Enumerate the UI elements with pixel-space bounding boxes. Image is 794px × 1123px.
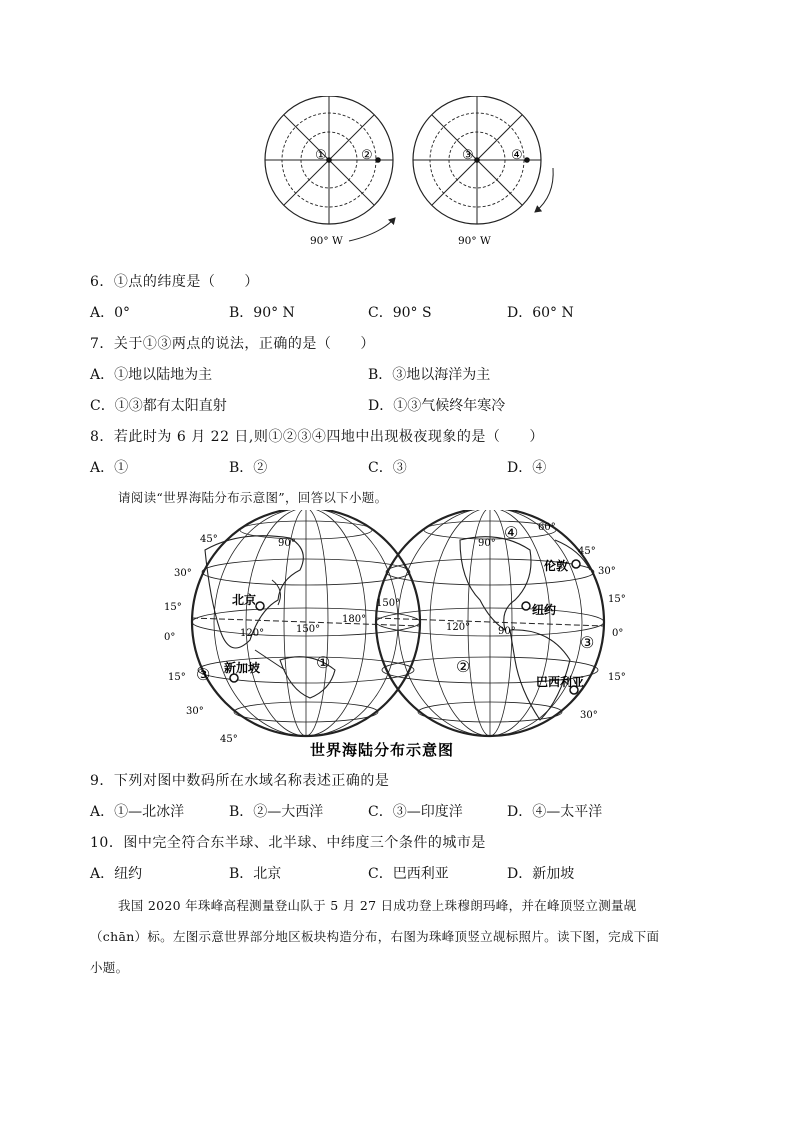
ocean-label-3-right: ③	[580, 633, 595, 652]
q6-option-a[interactable]: A．0°	[90, 305, 131, 321]
city-label-beijing: 北京	[232, 593, 257, 607]
rotation-arrow-left	[349, 218, 395, 241]
point-3-dot	[474, 157, 480, 163]
ocean-label-3-left: ③	[196, 665, 211, 684]
lon-label: 90°	[278, 538, 296, 549]
city-label-singapore: 新加坡	[224, 661, 261, 675]
rotation-arrow-right	[535, 168, 553, 212]
lat-label: 0°	[164, 632, 176, 643]
q8-option-d[interactable]: D．④	[507, 460, 547, 476]
lat-label: 15°	[608, 672, 626, 683]
q9-option-b[interactable]: B．②—大西洋	[229, 804, 324, 820]
lon-label: 90°	[478, 538, 496, 549]
map-intro-text: 请阅读“世界海陆分布示意图”，回答以下小题。	[118, 490, 388, 505]
city-marker-london	[572, 560, 580, 568]
q9-option-d[interactable]: D．④—太平洋	[507, 804, 603, 820]
question-7-stem: 7．关于①③两点的说法，正确的是（ ）	[90, 336, 375, 352]
lat-label: 30°	[174, 568, 192, 579]
everest-intro-line-3: 小题。	[90, 960, 129, 975]
ocean-label-1: ①	[316, 653, 331, 672]
point-2-label: ②	[361, 148, 373, 163]
everest-intro-line-1: 我国 2020 年珠峰高程测量登山队于 5 月 27 日成功登上珠穆朗玛峰，并在峰顶竖立测量觇	[118, 898, 637, 913]
city-marker-singapore	[230, 674, 238, 682]
q10-option-a[interactable]: A．纽约	[90, 866, 143, 882]
question-8-stem: 8．若此时为 6 月 22 日,则①②③④四地中出现极夜现象的是（ ）	[90, 429, 544, 445]
longitude-label-right: 90° W	[458, 235, 491, 247]
point-3-label: ③	[462, 148, 474, 163]
q9-option-a[interactable]: A．①—北冰洋	[90, 804, 185, 820]
q7-option-c[interactable]: C．①③都有太阳直射	[90, 398, 227, 414]
world-map	[160, 510, 630, 760]
city-marker-beijing	[256, 602, 264, 610]
lat-label: 60°	[538, 522, 556, 533]
lat-label: 15°	[168, 672, 186, 683]
q7-option-a[interactable]: A．①地以陆地为主	[90, 367, 213, 383]
polar-diagram	[255, 96, 565, 252]
lat-label: 45°	[200, 534, 218, 545]
lat-label: 30°	[186, 706, 204, 717]
q6-option-b[interactable]: B．90° N	[229, 305, 295, 321]
point-1-label: ①	[315, 148, 327, 163]
lat-label: 45°	[220, 734, 238, 745]
city-label-brasilia: 巴西利亚	[536, 675, 585, 689]
q8-option-a[interactable]: A．①	[90, 460, 129, 476]
q10-option-c[interactable]: C．巴西利亚	[368, 866, 449, 882]
city-marker-newyork	[522, 602, 530, 610]
q9-option-c[interactable]: C．③—印度洋	[368, 804, 463, 820]
question-10-stem: 10．图中完全符合东半球、北半球、中纬度三个条件的城市是	[90, 835, 486, 851]
point-4-dot	[524, 157, 530, 163]
lat-label: 15°	[164, 602, 182, 613]
question-9-stem: 9．下列对图中数码所在水域名称表述正确的是	[90, 773, 390, 789]
question-6-stem: 6．①点的纬度是（ ）	[90, 274, 259, 290]
q8-option-b[interactable]: B．②	[229, 460, 268, 476]
q6-option-d[interactable]: D．60° N	[507, 305, 574, 321]
point-4-label: ④	[511, 148, 523, 163]
lon-label: 180°	[342, 614, 367, 625]
city-label-london: 伦敦	[544, 559, 569, 573]
longitude-label-left: 90° W	[310, 235, 343, 247]
q10-option-b[interactable]: B．北京	[229, 866, 282, 882]
ocean-label-4: ④	[504, 523, 519, 542]
lon-label: 120°	[240, 628, 265, 639]
lat-label: 0°	[612, 628, 624, 639]
lat-label: 30°	[580, 710, 598, 721]
q7-option-b[interactable]: B．③地以海洋为主	[368, 367, 491, 383]
lon-label: 150°	[296, 624, 321, 635]
ocean-label-2: ②	[456, 657, 471, 676]
map-caption: 世界海陆分布示意图	[310, 741, 455, 759]
q8-option-c[interactable]: C．③	[368, 460, 407, 476]
point-1-dot	[326, 157, 332, 163]
lon-label: 120°	[446, 622, 471, 633]
everest-intro-line-2: （chān）标。左图示意世界部分地区板块构造分布，右图为珠峰顶竖立觇标照片。读下图，完成下面	[90, 929, 660, 944]
lat-label: 30°	[598, 566, 616, 577]
q10-option-d[interactable]: D．新加坡	[507, 866, 575, 882]
q6-option-c[interactable]: C．90° S	[368, 305, 432, 321]
left-globe	[192, 510, 420, 736]
lat-label: 15°	[608, 594, 626, 605]
lat-label: 45°	[578, 546, 596, 557]
q7-option-d[interactable]: D．①③气候终年寒冷	[368, 398, 506, 414]
lon-label: 150°	[376, 598, 401, 609]
city-label-newyork: 纽约	[532, 603, 557, 617]
point-2-dot	[375, 157, 381, 163]
lon-label: 90°	[498, 626, 516, 637]
